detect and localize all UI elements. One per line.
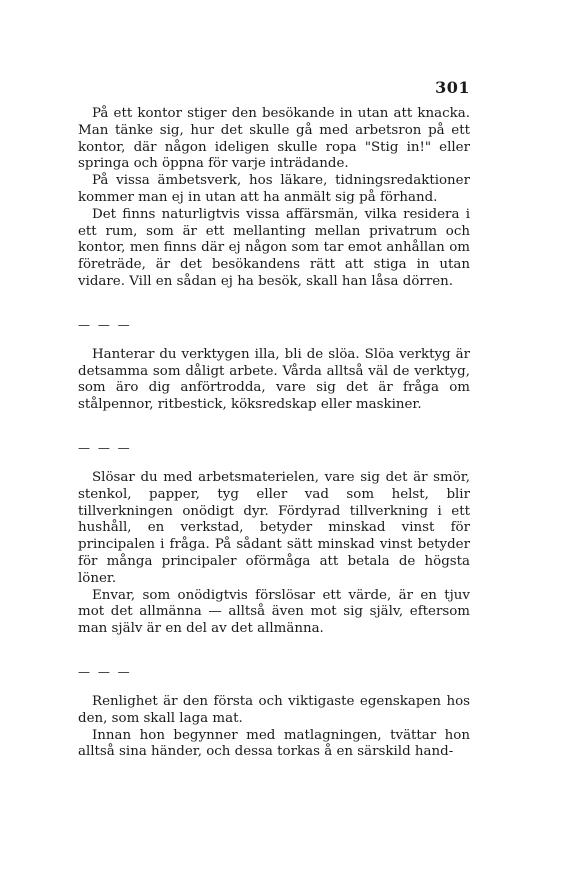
paragraph: Renlighet är den första och viktigaste egenskapen hos den, som skall laga mat. [78,693,470,726]
paragraph: Det finns naturligtvis vissa affärsmän, vilka residera i ett rum, som är ett mellanting mellan privatrum och kontor, men finns där ej någon som tar emot anhållan om företräde, är det besökandens rätt att stiga in utan vidare. Vill en sådan ej ha besök, skall han låsa dörren. [78,206,470,289]
page-number: 301 [435,78,470,97]
section-separator [78,638,470,694]
paragraph: På ett kontor stiger den besökande in utan att knacka. Man tänke sig, hur det skulle gå med arbetsron på ett kontor, där någon ideligen skulle ropa "Stig in!" eller springa och öppna för varje inträdande. [78,106,470,172]
section-separator [78,291,470,347]
section-tools [78,347,470,414]
separator-dashes: — — — [78,317,132,332]
paragraph: Envar, som onödigtvis förslösar ett värde, är en tjuv mot det allmänna — alltså även mot sig själv, eftersom man själv är en del av det allmänna. [78,587,470,637]
section-office-visits [78,106,470,291]
section-materials [78,470,470,638]
section-cleanliness [78,694,470,761]
paragraph: Slösar du med arbetsmaterielen, vare sig det är smör, stenkol, papper, tyg eller vad som helst, blir tillverkningen onödigt dyr. Fördyrad tillverkning i ett hushåll, en verkstad, betyder minskad vinst för principalen i fråga. På sådant sätt minskad vinst betyder för många principaler oförmåga att betala de högsta löner. [78,469,470,586]
separator-dashes: — — — [78,664,132,679]
paragraph: På vissa ämbetsverk, hos läkare, tidningsredaktioner kommer man ej in utan att ha anmält sig på förhand. [78,173,470,205]
page-body [78,106,470,761]
paragraph: Hanterar du verktygen illa, bli de slöa. Slöa verktyg är detsamma som dåligt arbete. Vårda alltså väl de verktyg, som äro dig anförtrodda, vare sig det är fråga om stålpennor, ritbestick, köksredskap eller maskiner. [78,346,470,413]
separator-dashes: — — — [78,440,132,455]
section-separator [78,414,470,470]
paragraph: Innan hon begynner med matlagningen, tvättar hon alltså sina händer, och dessa torkas å en särskild hand- [78,727,470,760]
